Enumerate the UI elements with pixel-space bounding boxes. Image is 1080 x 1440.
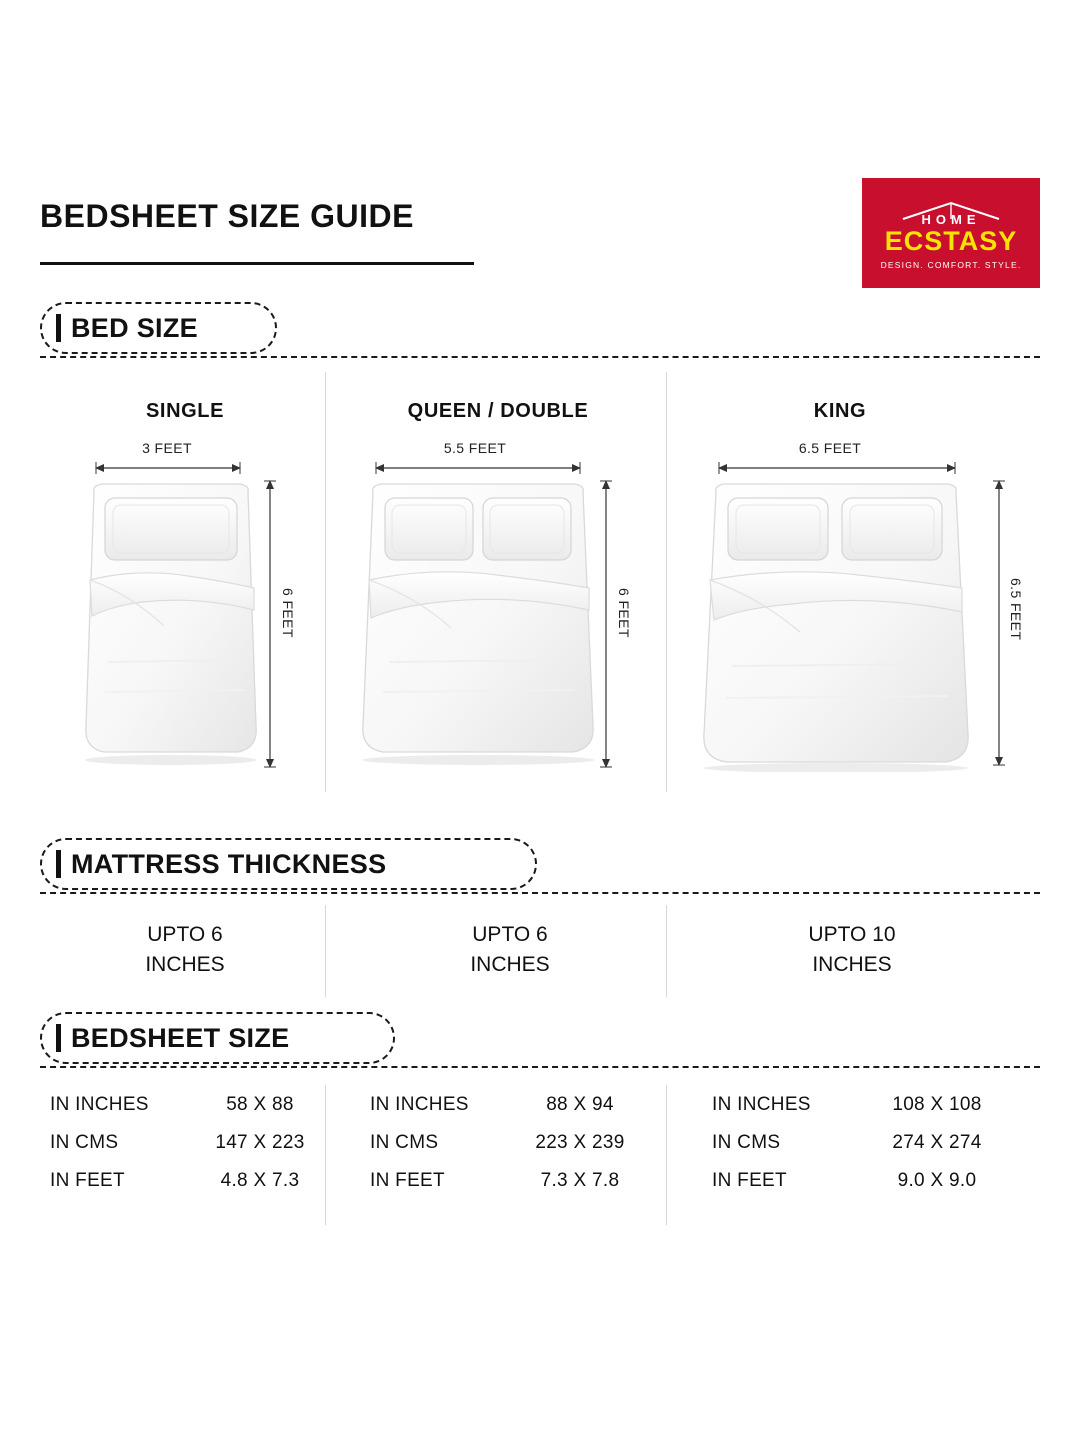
size-value-feet: 4.8 X 7.3 (220, 1170, 300, 1191)
size-label-cms: IN CMS (50, 1132, 119, 1153)
table-row (712, 1170, 1022, 1208)
single-width-arrow (95, 462, 241, 474)
title-underline (40, 262, 474, 265)
size-value-inches: 108 X 108 (892, 1094, 982, 1115)
mattress-thickness-queen (370, 920, 650, 981)
size-value-inches: 88 X 94 (546, 1094, 614, 1115)
section-label-bedsheet-size: BEDSHEET SIZE (71, 1022, 290, 1053)
size-table-king (712, 1094, 1022, 1208)
section-chip-mattress-thickness (40, 838, 537, 890)
table-row (370, 1094, 650, 1132)
section-label-mattress-thickness: MATTRESS THICKNESS (71, 848, 387, 879)
size-table-single (50, 1094, 330, 1208)
size-value-inches: 58 X 88 (226, 1094, 294, 1115)
queen-length-label: 6 FEET (616, 588, 632, 638)
thickness-separator-2 (666, 905, 667, 997)
brand-logo (862, 178, 1040, 288)
single-length-label: 6 FEET (280, 588, 296, 638)
size-label-cms: IN CMS (712, 1132, 781, 1153)
table-row (50, 1170, 330, 1208)
column-header-queen: QUEEN / DOUBLE (407, 400, 589, 422)
table-row (370, 1170, 650, 1208)
section-divider-bedsheet-size (40, 1066, 1040, 1068)
size-label-feet: IN FEET (370, 1170, 445, 1191)
size-value-cms: 147 X 223 (215, 1132, 305, 1153)
mattress-thickness-king (712, 920, 992, 981)
size-value-cms: 274 X 274 (892, 1132, 982, 1153)
table-row (370, 1132, 650, 1170)
thickness-line-2: INCHES (470, 953, 550, 977)
size-value-feet: 9.0 X 9.0 (897, 1170, 977, 1191)
section-chip-bed-size (40, 302, 277, 354)
section-label-bed-size: BED SIZE (71, 312, 198, 343)
size-table-queen (370, 1094, 650, 1208)
thickness-line-2: INCHES (812, 953, 892, 977)
thickness-line-1: UPTO 6 (147, 923, 223, 946)
thickness-line-1: UPTO 6 (472, 923, 548, 946)
chip-accent-bar (56, 850, 61, 878)
section-divider-bed-size (40, 356, 1040, 358)
size-separator-2 (666, 1085, 667, 1225)
queen-width-label: 5.5 FEET (443, 440, 507, 456)
logo-tagline: DESIGN. COMFORT. STYLE. (880, 260, 1022, 270)
column-separator-1 (325, 372, 326, 792)
size-label-cms: IN CMS (370, 1132, 439, 1153)
mattress-thickness-single (45, 920, 325, 981)
single-length-arrow (264, 480, 276, 768)
column-separator-2 (666, 372, 667, 792)
queen-width-arrow (375, 462, 581, 474)
size-label-feet: IN FEET (50, 1170, 125, 1191)
king-width-arrow (718, 462, 956, 474)
king-width-label: 6.5 FEET (798, 440, 862, 456)
thickness-separator-1 (325, 905, 326, 997)
table-row (50, 1094, 330, 1132)
table-row (712, 1132, 1022, 1170)
thickness-line-1: UPTO 10 (808, 923, 896, 946)
section-chip-bedsheet-size (40, 1012, 395, 1064)
bed-illustration-queen (355, 476, 601, 766)
size-label-feet: IN FEET (712, 1170, 787, 1191)
single-width-label: 3 FEET (142, 440, 192, 456)
king-length-arrow (993, 480, 1005, 766)
house-roof-icon (897, 200, 1005, 220)
size-label-inches: IN INCHES (50, 1094, 149, 1115)
logo-ecstasy-text: ECSTASY (884, 226, 1018, 256)
chip-accent-bar (56, 314, 61, 342)
king-length-label: 6.5 FEET (1008, 578, 1024, 641)
section-divider-mattress-thickness (40, 892, 1040, 894)
logo-home-text: HOME (921, 212, 981, 227)
thickness-line-2: INCHES (145, 953, 225, 977)
table-row (712, 1094, 1022, 1132)
column-header-king: KING (813, 400, 867, 422)
bed-illustration-king (696, 476, 976, 772)
bed-illustration-single (78, 476, 264, 766)
chip-accent-bar (56, 1024, 61, 1052)
queen-length-arrow (600, 480, 612, 768)
size-value-cms: 223 X 239 (535, 1132, 625, 1153)
page-title: BEDSHEET SIZE GUIDE (40, 198, 414, 234)
column-header-single: SINGLE (145, 400, 225, 422)
size-value-feet: 7.3 X 7.8 (540, 1170, 620, 1191)
table-row (50, 1132, 330, 1170)
size-label-inches: IN INCHES (370, 1094, 469, 1115)
size-label-inches: IN INCHES (712, 1094, 811, 1115)
